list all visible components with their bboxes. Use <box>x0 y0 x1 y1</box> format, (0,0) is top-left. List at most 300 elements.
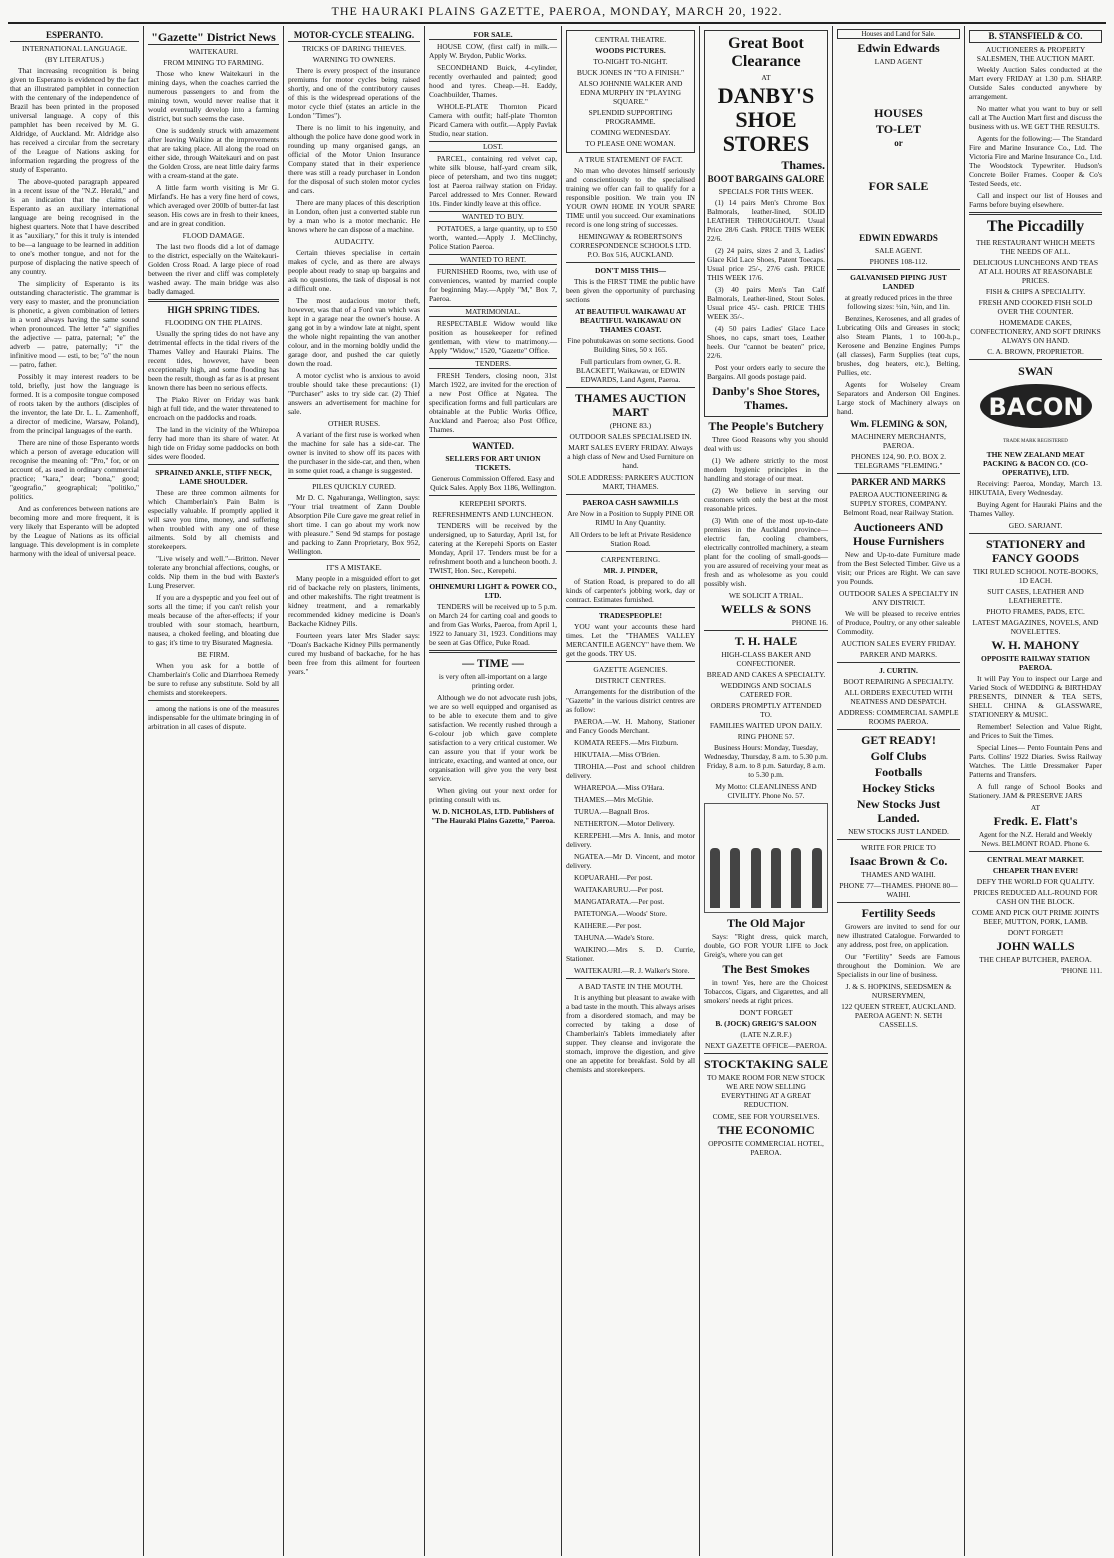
ad-line: 'PHONE 111. <box>1061 966 1102 975</box>
divider <box>148 464 279 465</box>
classified-heading: LOST. <box>429 141 557 152</box>
ad-line: ALL ORDERS EXECUTED WITH NEATNESS AND DESPATCH. <box>844 688 953 706</box>
ad-line: BREAD AND CAKES A SPECIALTY. <box>706 670 826 679</box>
ad-text: Full particulars from owner, G. R. BLACKETT, Waikawau, or EDWIN EDWARDS, Land Agent, Paeroa. <box>576 357 685 384</box>
ad-heading: The Piccadilly <box>986 218 1085 235</box>
ad-line: 122 QUEEN STREET, AUCKLAND. PAEROA AGENT: N. SETH CASSELLS. <box>841 1002 956 1029</box>
column-merchants <box>965 26 1106 1556</box>
ad-text: of Station Road, is prepared to do all kinds of carpenter's jobbing work, day or contract. Estimates furnished. <box>566 577 695 604</box>
paragraph: When you ask for a bottle of Chamberlain's Colic and Diarrhoea Remedy be sure to refuse any substitute. Sold by all chemists and storekeepers. <box>148 661 279 697</box>
ad-text: (2) 24 pairs, sizes 2 and 3, Ladies' Glace Kid Lace Shoes, Patent Toecaps. Usual price 25/-, 27/6 cash. PRICE THIS WEEK 17/6. <box>707 246 825 282</box>
ad-line: CHEAPER THAN EVER! <box>992 866 1079 875</box>
divider <box>969 851 1102 852</box>
ad-line: WEDDINGS AND SOCIALS CATERED FOR. <box>720 681 812 699</box>
ad-text: Three Good Reasons why you should deal with us: <box>704 435 828 453</box>
ad-line: AT <box>1030 803 1041 812</box>
ad-text: Weekly Auction Sales conducted at the Mart every FRIDAY at 1.30 p.m. SHARP. Outside Sales conducted anywhere by arrangement. <box>969 65 1102 101</box>
ad-signature: HEMINGWAY & ROBERTSON'S CORRESPONDENCE SCHOOLS LTD. P.O. Box 516, AUCKLAND. <box>569 232 692 259</box>
divider <box>288 559 420 560</box>
agency-item: KOMATA REEFS.—Mrs Fitzburn. <box>574 738 679 747</box>
bacon-pig-icon <box>976 380 1096 430</box>
ad-subheading: AT BEAUTIFUL WAIKAWAU AT BEAUTIFUL WAIKAWAU ON THAMES COAST. <box>575 307 686 334</box>
ad-line: ADDRESS: COMMERCIAL SAMPLE ROOMS PAEROA. <box>838 708 959 726</box>
ad-line: COME AND PICK OUT PRIME JOINTS BEEF, MUTTON, PORK, LAMB. <box>971 908 1100 926</box>
swan-bacon-logo <box>969 364 1102 446</box>
divider <box>969 212 1102 215</box>
ad-line: DELICIOUS LUNCHEONS AND TEAS AT ALL HOURS AT REASONABLE PRICES. <box>972 258 1099 285</box>
divider <box>429 650 557 653</box>
ad-line: HIGH-CLASS BAKER AND CONFECTIONER. <box>721 650 811 668</box>
ad-subheading: BOOT BARGAINS GALORE <box>707 174 825 184</box>
classified-heading: FOR SALE. <box>429 30 557 40</box>
section-heading: TRICKS OF DARING THIEVES. <box>301 44 407 53</box>
ad-line: NEW STOCKS JUST LANDED. <box>848 827 949 836</box>
ad-line: TO-NIGHT TO-NIGHT. <box>593 57 668 66</box>
ad-line: AUCTIONEERS & PROPERTY SALESMEN, THE AUCTION MART. <box>976 45 1095 63</box>
paragraph: There are nine of those Esperanto words which a person of average education will recognise the meaning of: "Pro," for, or on account of, as used in ordinary commercial practice; "kara," dear; "bona," good; "geografio," geographical; "politiko," politics. <box>10 438 139 501</box>
ad-line: RING PHONE 57. <box>737 732 795 741</box>
ad-line: TO PLEASE ONE WOMAN. <box>585 139 676 148</box>
paragraph: A variant of the first ruse is worked when the machine for sale has a side-car. The owner is invited to show off its paces with the purchaser in the side-car, and then, when in some quiet road, a change is suggested. <box>288 430 420 475</box>
ad-brand: THE ECONOMIC <box>717 1123 815 1137</box>
agency-item: WAIKINO.—Mrs S. D. Currie, Stationer. <box>566 945 695 963</box>
ad-brand: WELLS & SONS <box>720 602 812 616</box>
classified-ad: RESPECTABLE Widow would like position as housekeeper for refined gentleman, with view to matrimony.—Apply "Widow," 1520, "Gazette" Office. <box>429 319 557 355</box>
section-subheading: WARNING TO OWNERS. <box>312 55 396 64</box>
ad-text: No matter what you want to buy or sell call at The Auction Mart first and discuss the business with us. WE GET THE RESULTS. <box>969 104 1102 131</box>
ad-heading: THAMES AUCTION MART <box>574 391 687 419</box>
ad-heading: STOCKTAKING SALE <box>704 1057 828 1071</box>
ad-line: OPPOSITE RAILWAY STATION PAEROA. <box>981 654 1090 672</box>
agency-item: TAHUNA.—Wade's Store. <box>574 933 654 942</box>
ad-text: SOLE ADDRESS: PARKER'S AUCTION MART, THAMES. <box>567 473 694 491</box>
ad-text: Agents for Wolseley Cream Separators and Anderson Oil Engines. Large stock of Machinery always on hand. <box>837 380 960 416</box>
ad-line: HOMEMADE CAKES, CONFECTIONERY, AND SOFT DRINKS ALWAYS ON HAND. <box>970 318 1101 345</box>
ad-text: Are Now in a Position to Supply PINE OR RIMU In Any Quantity. <box>567 509 694 527</box>
ad-text: When giving out your next order for printing consult with us. <box>429 786 557 804</box>
ad-text: Post your orders early to secure the Bargains. All goods postage paid. <box>707 363 825 381</box>
ad-central-theatre <box>566 30 695 153</box>
agency-item: MANGATARATA.—Per post. <box>574 897 665 906</box>
ad-heading: A BAD TASTE IN THE MOUTH. <box>578 982 683 991</box>
column-boots-butchery <box>700 26 833 1556</box>
ad-text: Remember! Selection and Value Right, and Prices to Suit the Times. <box>969 722 1102 740</box>
soldier-figure <box>730 848 740 908</box>
ad-text: All Orders to be left at Private Residence Station Road. <box>569 530 692 548</box>
ad-line: DON'T FORGET <box>739 1008 793 1017</box>
ad-text: YOU want your accounts these hard times. Let the "THAMES VALLEY MERCANTILE AGENCY" have them. We get the goods. TRY US. <box>566 622 695 658</box>
ad-heading: OHINEMURI LIGHT & POWER CO., LTD. <box>429 582 557 600</box>
divider <box>566 387 695 388</box>
paragraph: The above-quoted paragraph appeared in a recent issue of the "N.Z. Herald," and is an indication that the claims of Esperanto as an auxiliary international language are being recognised in the highest quarters. Note that I have described it as "auxiliary," for this it truly is intended to be—a language to be learned in addition to one's mother tongue, and not for the purpose of displacing the native speech of any country. <box>10 177 139 276</box>
ad-line: (LATE N.Z.R.F.) <box>740 1030 792 1039</box>
agency-item: KEREPEHI.—Mrs A. Innis, and motor delivery. <box>566 831 695 849</box>
ad-text: Call and inspect our list of Houses and Farms before buying elsewhere. <box>969 191 1102 209</box>
ad-brand: JOHN WALLS <box>996 939 1075 953</box>
ad-line: MACHINERY MERCHANTS, PAEROA. <box>851 432 946 450</box>
ad-heading: Fertility Seeds <box>861 906 936 920</box>
divider <box>429 437 557 438</box>
ad-brand: Wm. FLEMING & SON, <box>850 419 947 429</box>
ad-text: Benzines, Kerosenes, and all grades of Lubricating Oils and Greases in stock; also Steam Plants, 1 to 100-h.p., Kerosene and Benzine Engines Pumps (all classes), Farm Supplies (teat cups, brushes, dog heaters, etc.), Belting, Pullies, etc. <box>837 314 960 377</box>
byline: (BY LITERATUS.) <box>45 55 104 64</box>
ad-line: AUCTION SALES EVERY FRIDAY. <box>841 639 956 648</box>
ad-line: COME, SEE FOR YOURSELVES. <box>712 1112 820 1121</box>
ad-text: We will be pleased to receive entries of Produce, Poultry, or any other saleable Commodity. <box>837 609 960 636</box>
ad-text: Growers are invited to send for our new illustrated Catalogue. Forwarded to any address, post free, on application. <box>837 922 960 949</box>
ad-heading: The Old Major <box>727 916 805 930</box>
ad-text: (4) 50 pairs Ladies' Glace Lace Shoes, no caps, smart toes, Leather heels. Our "cannot be beaten" price, 22/6. <box>707 324 825 360</box>
ad-text: Business Hours: Monday, Tuesday, Wednesday, Thursday, 8 a.m. to 5.30 p.m. Friday, 8 a.m. to 8 p.m. Saturday, 8 a.m. to 5.30 p.m. <box>704 743 828 779</box>
ad-brand: Fredk. E. Flatt's <box>993 814 1078 828</box>
ad-text: It will Pay You to inspect our Large and Varied Stock of WEDDING & BIRTHDAY PRESENTS, DINNER & TEA SETS, SHELL CHINA & GLASSWARE, STATIONERY & MUSIC. <box>969 674 1102 719</box>
divider <box>429 495 557 496</box>
divider <box>837 729 960 730</box>
agency-item: PAEROA.—W. H. Mahony, Stationer and Fancy Goods Merchant. <box>566 717 695 735</box>
article-subtitle: INTERNATIONAL LANGUAGE. <box>21 44 128 53</box>
soldier-figure <box>812 848 822 908</box>
ad-line: THE RESTAURANT WHICH MEETS THE NEEDS OF ALL. <box>976 238 1095 256</box>
agency-item: NGATEA.—Mr D. Vincent, and motor delivery. <box>566 852 695 870</box>
paragraph: Certain thieves specialise in certain makes of cycle, and as there are always people about ready to snap up bargains and ask no questions, the task of disposal is not a difficult one. <box>288 248 420 293</box>
ad-subheading: WOODS PICTURES. <box>595 46 666 55</box>
divider <box>566 551 695 552</box>
ad-line: WE SOLICIT A TRIAL. <box>728 591 804 600</box>
ad-line: THE NEW ZEALAND MEAT PACKING & BACON CO. (CO-OPERATIVE), LTD. <box>982 450 1089 477</box>
divider <box>566 262 695 263</box>
ad-subheading: Auctioneers AND House Furnishers <box>852 520 944 548</box>
ad-subheading: The Best Smokes <box>722 962 810 976</box>
soldier-figure <box>710 848 720 908</box>
paragraph: A motor cyclist who is anxious to avoid trouble should take these precautions: (1) "Purchaser" asks to try side car. (2) Thief answers an advertisement for machine for sale. <box>288 371 420 416</box>
ad-brand: W. H. MAHONY <box>991 638 1080 652</box>
divider <box>566 978 695 979</box>
divider <box>429 578 557 579</box>
ad-text: Although we do not advocate rush jobs, we are so well equipped and organised as to be able to execute them and to give satisfaction. We recently rushed through a 6-colour job which gave complete satisfaction to a very critical customer. We can assure you that if your work be intricate, exacting, and wanted at once, our organisation will give you the very best service. <box>429 693 557 783</box>
ad-text: at greatly reduced prices in the three following sizes: ½in, ¾in, and 1in. <box>844 293 953 311</box>
divider <box>837 839 960 840</box>
agency-item: KOPUARAHI.—Per post. <box>574 873 653 882</box>
ad-line: FAMILIES WAITED UPON DAILY. <box>709 721 823 730</box>
ad-line: HOUSES <box>874 106 923 120</box>
ad-line: ORDERS PROMPTLY ATTENDED TO. <box>710 701 822 719</box>
ad-line: GEO. SARJANT. <box>1008 521 1063 530</box>
page-columns <box>6 26 1108 1556</box>
ad-heading: STATIONERY and FANCY GOODS <box>985 537 1086 565</box>
ad-line: BUCK JONES IN "TO A FINISH." <box>576 68 685 77</box>
ad-line: COMING WEDNESDAY. <box>590 128 671 137</box>
ad-line: DEFY THE WORLD FOR QUALITY. <box>976 877 1095 886</box>
ad-text: (1) 14 pairs Men's Chrome Box Balmorals, leather-lined, SOLID LEATHER THROUGHOUT. Usual Price 28/6 Cash. PRICE THIS WEEK 22/6. <box>707 198 825 243</box>
divider <box>837 269 960 270</box>
ad-text: TENDERS will be received up to 5 p.m. on March 24 for carting coal and goods to and from Gas Works, Paeroa, from April 1, 1922 to January 31, 1923. Conditions may be seen at Gas Office, Puke Road. <box>429 602 557 647</box>
agency-item: WHAREPOA.—Miss O'Hara. <box>574 783 665 792</box>
soldier-figure <box>751 848 761 908</box>
ad-heading: Great Boot Clearance <box>728 35 804 70</box>
ad-signature: W. D. NICHOLAS, LTD. Publishers of "The Hauraki Plains Gazette," Paeroa. <box>431 807 555 825</box>
ad-text: Generous Commission Offered. Easy and Quick Sales. Apply Box 1186, Wellington. <box>430 474 556 492</box>
soldiers-illustration <box>704 803 828 913</box>
ad-line: SALE AGENT. <box>875 246 922 255</box>
paragraph: That increasing recognition is being given to Esperanto is evidenced by the fact that an illustrated pamphlet in connection with the centenary of the independence of Brazil has been printed in the proposed universal language. A copy of this pamphlet has been received by M. G. Aldridge, of Auckland. Mr. Aldridge also has received a circular from the secretary of the League of Nations asking for information regarding the progress of the study of Esperanto. <box>10 66 139 174</box>
ad-text: This is the FIRST TIME the public have been given the opportunity of purchasing sections <box>566 277 695 304</box>
ad-heading: TRADESPEOPLE! <box>599 611 662 620</box>
divider <box>837 473 960 474</box>
article-title: HIGH SPRING TIDES. <box>167 305 260 315</box>
ad-line: OUTDOOR SALES SPECIALISED IN. <box>569 432 692 441</box>
section-tag: Houses and Land for Sale. <box>837 29 960 39</box>
ad-line: Footballs <box>874 765 923 779</box>
ad-line: LAND AGENT <box>874 57 923 66</box>
agency-item: HIKUTAIA.—Miss O'Brien. <box>574 750 660 759</box>
ad-text: New and Up-to-date Furniture made from the Best Selected Timber. Give us a visit; our Prices are Right. We can save you Pounds. <box>837 550 960 586</box>
ad-heading: CARPENTERING. <box>601 555 660 564</box>
classified-heading: TENDERS. <box>429 358 557 369</box>
divider <box>566 661 695 662</box>
column-esperanto <box>6 26 144 1556</box>
divider <box>969 359 1102 360</box>
ad-heading: PAEROA CASH SAWMILLS <box>582 498 679 507</box>
ad-line: (PHONE 83.) <box>609 421 652 430</box>
classified-ad: FRESH Tenders, closing noon, 31st March 1922, are invited for the erection of a new Post Office at Ngatea. The specification forms and full particulars are obtainable at the Public Works Office, Auckland and Paeroa; also Post Office, Thames. <box>429 371 557 434</box>
ad-heading: PARKER AND MARKS <box>851 477 946 487</box>
ad-heading: Edwin Edwards <box>857 41 940 55</box>
ad-line: NEXT GAZETTE OFFICE—PAEROA. <box>705 1041 827 1050</box>
ad-line: FISH & CHIPS A SPECIALITY. <box>985 287 1086 296</box>
classified-ad: HOUSE COW, (first calf) in milk.—Apply W. Brydon, Public Works. <box>429 42 557 60</box>
ad-heading: J. CURTIN. <box>879 666 918 675</box>
ad-heading: CENTRAL MEAT MARKET. <box>987 855 1084 864</box>
column-classifieds <box>425 26 562 1556</box>
ad-heading: CENTRAL THEATRE. <box>594 35 667 44</box>
paragraph: A little farm worth visiting is Mr G. Mirfand's. He has a very fine herd of cows, which averaged over 200lb of butter-fat last season. His cows are in fresh to their knees, and are in great condition. <box>148 183 279 228</box>
ad-line: FOR SALE <box>868 179 929 193</box>
ad-subheading: DISTRICT CENTRES. <box>595 676 666 685</box>
divider <box>837 902 960 903</box>
ad-heading: — TIME — <box>462 656 524 670</box>
divider <box>969 533 1102 534</box>
paragraph: There are many places of this description in London, often just a converted stable run by a man who is a motor mechanic. He knows where he can dispose of a machine. <box>288 198 420 234</box>
ad-line: DON'T FORGET! <box>1007 928 1064 937</box>
ad-line: PHONES 108-112. <box>869 257 928 266</box>
ad-line: TIKI RULED SCHOOL NOTE-BOOKS, 1D EACH. <box>972 567 1099 585</box>
ad-text: (3) With one of the most up-to-date premises in the Auckland province—electric fan, cooling chambers, electrically controlled machinery, a steam plant for the cooling of small-goods—you are assured of receiving your meat as fresh and as wholesome as you could possibly wish. <box>704 516 828 588</box>
ad-text: Receiving: Paeroa, Monday, March 13. HIKUTAIA, Every Wednesday. <box>969 479 1102 497</box>
column-district-news <box>144 26 284 1556</box>
classified-ad: FURNISHED Rooms, two, with use of conveniences, wanted by married couple for beginning May.—Apply "M," Box 7, Paeroa. <box>429 267 557 303</box>
divider <box>704 630 828 631</box>
ad-text: It is anything but pleasant to awake with a bad taste in the mouth. This always arises from a disordered stomach, and may be corrected by taking a dose of Chamberlain's Tablets immediately after supper. They cleanse and invigorate the stomach, improve the digestion, and give one an appetite for breakfast. Sold by all chemists and storekeepers. <box>566 993 695 1074</box>
paragraph: among the nations is one of the measures indispensable for the ultimate bringing in of arbitration in all cases of dispute. <box>148 704 279 731</box>
ad-line: PHONE 16. <box>791 618 828 627</box>
article-title: MOTOR-CYCLE STEALING. <box>288 30 420 42</box>
ad-heading: T. H. HALE <box>734 634 798 648</box>
classified-heading: WANTED TO BUY. <box>429 211 557 222</box>
ad-heading: The People's Butchery <box>708 419 824 433</box>
section-heading: PILES QUICKLY CURED. <box>312 482 396 491</box>
ad-text: is very often all-important on a large printing order. <box>438 672 548 690</box>
paragraph: If you are a dyspeptic and you feel out of sorts all the time; if you can't relish your meals because of the after-effects; if your troubled with sour stomach, heartburn, nausea, a choked feeling, and bloating due to gas; it's time to try Bisurated Magnesia. <box>148 593 279 647</box>
masthead: THE HAURAKI PLAINS GAZETTE, PAEROA, MONDAY, MARCH 20, 1922. <box>8 0 1106 24</box>
ad-heading: GALVANISED PIPING JUST LANDED <box>850 273 947 291</box>
ad-text: TO MAKE ROOM FOR NEW STOCK WE ARE NOW SELLING EVERYTHING AT A GREAT REDUCTION. <box>706 1073 826 1109</box>
divider <box>566 494 695 495</box>
ad-line: PHOTO FRAMES, PADS, ETC. <box>986 607 1085 616</box>
ad-text: (3) 40 pairs Men's Tan Calf Balmorals, Leather-lined, Stout Soles. Usual price 45/- cash. PRICE THIS WEEK 35/-. <box>707 285 825 321</box>
ad-text: (1) We adhere strictly to the most modern hygienic principles in the handling and storage of our meat. <box>704 456 828 483</box>
ad-line: SPECIALS FOR THIS WEEK. <box>718 187 814 196</box>
ad-line: LATEST MAGAZINES, NOVELS, AND NOVELETTES. <box>972 618 1099 636</box>
divider <box>566 607 695 608</box>
ad-line: THAMES AND WAIHI. <box>861 870 936 879</box>
ad-heading: B. STANSFIELD & CO. <box>969 30 1102 43</box>
paragraph: There is no limit to his ingenuity, and although the police have done good work in rounding up many organised gangs, an official of the Motor Union Insurance Company stated that in their experience there was still a ready purchaser in London for the disposal of such stolen motor cycles and cars. <box>288 123 420 195</box>
ad-line: SUIT CASES, LEATHER AND LEATHERETTE. <box>987 587 1084 605</box>
divider <box>288 478 420 479</box>
classified-heading: WANTED TO RENT. <box>429 254 557 265</box>
section-heading: BE FIRM. <box>197 650 230 659</box>
paragraph: Usually the spring tides do not have any detrimental effects in the tidal rivers of the Thames Valley and Hauraki Plains. The recent tides, however, have been exceptionally high, and some flooding has been the result, though as far as is at present known there has been no serious effects. <box>148 329 279 392</box>
paragraph: The simplicity of Esperanto is its outstanding characteristic. The grammar is very easy to master, and the pronunciation is phonetic, a given combination of letters in a word always having the same sound when pronounced. The letter "a" signifies the adjective — patra, paternal; "e" the adverb — patre, paternally; "i" the infinitive mood — esti, to be; "o" the noun — patro, father. <box>10 279 139 369</box>
ad-text: Fine pohutukawas on some sections. Good Building Sites, 50 x 165. <box>567 336 694 354</box>
ad-line: New Stocks Just Landed. <box>856 797 941 825</box>
ad-text: MART SALES EVERY FRIDAY. Always a high class of New and Used Furniture on hand. <box>567 443 694 470</box>
ad-line: OPPOSITE COMMERCIAL HOTEL, PAEROA. <box>708 1139 824 1157</box>
ad-brand: EDWIN EDWARDS <box>859 233 938 243</box>
ad-line: FRESH AND COOKED FISH SOLD OVER THE COUNTER. <box>978 298 1093 316</box>
agency-item: THAMES.—Mrs McGhie. <box>574 795 654 804</box>
ad-heading: WANTED. <box>472 441 514 451</box>
ad-text: No man who devotes himself seriously and conscientiously to the specialised training we offer can fail to qualify for a responsible position. We train you IN YOUR OWN HOME IN YOUR SPARE TIME until you succeed. Our examinations record is one long string of successes. <box>566 166 695 229</box>
paragraph: These are three common ailments for which Chamberlain's Pain Balm is especially valuable. If promptly applied it will save you time, money, and suffering when troubled with any one of these ailments. Sold by all chemists and storekeepers. <box>148 488 279 551</box>
ad-line: TO-LET <box>875 122 922 136</box>
ad-text: My Motto: CLEANLINESS AND CIVILITY. Phone No. 57. <box>715 782 817 800</box>
column-motor-cycle <box>284 26 425 1556</box>
article-title: ESPERANTO. <box>10 30 139 42</box>
ad-text: in town! Yes, here are the Choicest Tobaccos, Cigars, and Cigarettes, and all smokers' needs at right prices. <box>704 978 828 1005</box>
section-subheading: FROM MINING TO FARMING. <box>163 58 264 67</box>
classified-ad: PARCEL, containing red velvet cap, white silk blouse, half-yard cream silk, piece of petersham, and two tins nugget; lost at Paeroa railway station on Friday. Parcel addressed to Mrs Conner. Reward 10s. Finder kindly leave at this office. <box>429 154 557 208</box>
soldier-figure <box>771 848 781 908</box>
paragraph: The land in the vicinity of the Whirepoa ferry had more than its share of water. At high tide on Friday some paddocks on both sides were flooded. <box>148 425 279 461</box>
agency-item: TIROHIA.—Post and school children delivery. <box>566 762 695 780</box>
classified-heading: MATRIMONIAL. <box>429 306 557 317</box>
ad-heading: KEREPEHI SPORTS. <box>459 499 527 508</box>
article-title: "Gazette" District News <box>148 30 279 45</box>
ad-heading: GAZETTE AGENCIES. <box>593 665 668 674</box>
ad-line: J. & S. HOPKINS, SEEDSMEN & NURSERYMEN, <box>845 982 952 1000</box>
agency-item: WAITAKARURU.—Per post. <box>574 885 664 894</box>
paragraph: There is every prospect of the insurance premiums for motor cycles being raised shortly, and one of the contributory causes of this is the widespread operations of the motor cycle thief (states an article in the London "Times"). <box>288 66 420 120</box>
divider <box>704 1053 828 1054</box>
column-land-agents <box>833 26 965 1556</box>
ad-text: Agents for the following:— The Standard Fire and Marine Insurance Co., Ltd. The Victoria Fire and Marine Insurance Co., Ltd. The Woodstock Typewriter. Hudson's Concrete Boiler Frames. Cooper & Co's Tested Seeds, etc. <box>969 134 1102 188</box>
ad-heading: SPRAINED ANKLE, STIFF NECK, LAME SHOULDER. <box>155 468 272 486</box>
section-heading: WAITEKAURI. <box>189 47 238 56</box>
ad-line: PHONES 124, 90. P.O. BOX 2. TELEGRAMS "FLEMING." <box>850 452 946 470</box>
paragraph: Mr D. C. Ngahuranga, Wellington, says: "Your trial treatment of Zann Double Absorption Pile Cure gave me great relief in short time. I can go about my work now with pleasure." Send 9d stamps for postage and packing to Zann Proprietary, Box 952, Wellington. <box>288 493 420 556</box>
ad-heading: A TRUE STATEMENT OF FACT. <box>578 155 683 164</box>
ad-subheading: MR. J. PINDER, <box>603 566 658 575</box>
ad-text: Buying Agent for Hauraki Plains and the Thames Valley. <box>969 500 1102 518</box>
column-theatre-ads <box>562 26 700 1556</box>
section-heading: FLOODING ON THE PLAINS. <box>164 318 263 327</box>
ad-danbys <box>704 30 828 417</box>
ad-line: BOOT REPAIRING A SPECIALTY. <box>843 677 954 686</box>
agency-item: TURUA.—Bagnall Bros. <box>574 807 650 816</box>
ad-text: Special Lines— Pento Fountain Pens and Parts. Collins' 1922 Diaries. Swiss Railway Watches. The Little Dressmaker Paper Patterns and Transfers. <box>969 743 1102 779</box>
ad-line: OUTDOOR SALES A SPECIALTY IN ANY DISTRICT. <box>838 589 959 607</box>
ad-line: PARKER AND MARKS. <box>859 650 938 659</box>
ad-text: Our "Fertility" Seeds are Famous throughout the Dominion. We are Specialists in our line of business. <box>837 952 960 979</box>
ad-text: TENDERS will be received by the undersigned, up to Saturday, April 1st, for catering at the Kerepehi Sports on Easter Monday, April 17. Tenders must be for a refreshment booth and a luncheon booth. J. TWIST, Hon. Sec., Kerepehi. <box>429 521 557 575</box>
agency-item: NETHERTON.—Motor Delivery. <box>574 819 675 828</box>
logo-tagline: TRADE MARK REGISTERED <box>1003 439 1068 444</box>
agency-item: KAIHERE.—Per post. <box>574 921 642 930</box>
ad-line: SPLENDID SUPPORTING PROGRAMME. <box>588 108 673 126</box>
paragraph: Those who knew Waitekauri in the mining days, when the coaches carried the numerous passengers to and from the mining town, would never realise that it would eventually develop into a farming district, but such seems the case. <box>148 69 279 123</box>
ad-line: THE CHEAP BUTCHER, PAEROA. <box>979 955 1092 964</box>
ad-text: (2) We believe in serving our customers with only the best at the most reasonable prices. <box>704 486 828 513</box>
ad-line: Golf Clubs <box>870 749 927 763</box>
ad-line: AT <box>761 73 771 82</box>
paragraph: The most audacious motor theft, however, was that of a Ford van which was kept in a garage near the owner's house. A gang got in by a window late at night, spent the whole night repainting the van another colour, and in the morning boldly undid the garage door, and pushed the car quietly down the road. <box>288 296 420 368</box>
ad-line: WRITE FOR PRICE TO <box>861 843 936 852</box>
paragraph: The last two floods did a lot of damage to the district, especially on the Waitekauri-Golden Cross Road. A large piece of road between the river and cliff was completely washed away. The main bridge was also badly damaged. <box>148 242 279 296</box>
paragraph: "Live wisely and well."—Britton. Never tolerate any bronchial affections, coughs, or colds. Nip them in the bud with Baxter's Lung Preserver. <box>148 554 279 590</box>
ad-line: PRICES REDUCED ALL-ROUND FOR CASH ON THE BLOCK. <box>973 888 1098 906</box>
logo-text: SWAN <box>1018 364 1053 378</box>
paragraph: Fourteen years later Mrs Slader says: "Doan's Backache Kidney Pills permanently cured my husband of backache, for he has been free from this ailment for fourteen years." <box>288 631 420 676</box>
section-heading: IT'S A MISTAKE. <box>326 563 382 572</box>
ad-line: PHONE 77—THAMES. PHONE 80—WAIHI. <box>839 881 958 899</box>
agency-item: WAITEKAURI.—R. J. Walker's Store. <box>574 966 690 975</box>
ad-line: or <box>894 138 903 148</box>
paragraph: And as conferences between nations are becoming more and more frequent, it is very likely that Esperanto will be adopted by the League of Nations as its official language. This development is in complete harmony with the ideal of universal peace. <box>10 504 139 558</box>
ad-text: Says: "Right dress, quick march, double, GO FOR YOUR LIFE to Jock Greig's, where you can get <box>704 932 828 959</box>
soldier-figure <box>791 848 801 908</box>
ad-text: Arrangements for the distribution of the "Gazette" in the various district centres are as follow: <box>566 687 695 714</box>
divider <box>148 700 279 701</box>
ad-subheading: SELLERS FOR ART UNION TICKETS. <box>445 454 541 472</box>
ad-line: C. A. BROWN, PROPRIETOR. <box>987 347 1084 356</box>
section-heading: AUDACITY. <box>333 237 375 246</box>
classified-ad: SECONDHAND Buick, 4-cylinder, recently overhauled and painted; good hood and tyres. Cheap.—H. Eaddy, Coachbuilder, Thames. <box>429 63 557 99</box>
section-heading: OTHER RUSES. <box>327 419 381 428</box>
logo-wordmark: BACON <box>988 393 1083 421</box>
paragraph: Possibly it may interest readers to be told, briefly, just how the language is formed. It is a composite tongue composed of roots taken by the authors (disciples of the inventor, the late Dr. L. L. Zamenhoff, a director of medicine, Warsaw, Poland), from the principal languages of the earth. <box>10 372 139 435</box>
divider <box>148 299 279 302</box>
ad-line: B. (JOCK) GREIG'S SALOON <box>715 1019 817 1028</box>
ad-brand: DANBY'S SHOE STORES <box>717 83 815 156</box>
ad-text: Agent for the N.Z. Herald and Weekly News. BELMONT ROAD. Phone 6. <box>978 830 1093 848</box>
paragraph: Many people in a misguided effort to get rid of backache rely on plasters, liniments, and other makeshifts. The right treatment is kidney treatment, and a remarkably recommended kidney medicine is Doan's Backache Kidney Pills. <box>288 574 420 628</box>
ad-line: Hockey Sticks <box>862 781 935 795</box>
ad-signature: Danby's Shoe Stores, Thames. <box>712 384 820 412</box>
ad-text: PAEROA AUCTIONEERING & SUPPLY STORES, COMPANY. Belmont Road, near Railway Station. <box>843 490 954 517</box>
ad-line: ALSO JOHNNIE WALKER AND EDNA MURPHY IN "PLAYING SQUARE." <box>578 79 683 106</box>
classified-ad: POTATOES, a large quantity, up to £50 worth, wanted.—Apply J. McClinchy, Police Station Paeroa. <box>429 224 557 251</box>
classified-ad: WHOLE-PLATE Thornton Picard Camera with outfit; half-plate Thornton Picard Camera with outfit.—Apply Pavlak Studio, near station. <box>429 102 557 138</box>
ad-line: Thames. <box>781 158 825 172</box>
ad-subheading: REFRESHMENTS AND LUNCHEON. <box>432 510 554 519</box>
paragraph: The Piako River on Friday was bank high at full tide, and the water threatened to encroach on the paddocks and roads. <box>148 395 279 422</box>
paragraph: One is suddenly struck with amazement after leaving Waikino at the improvements that are taking place. All along the road on either side, through Waitekauri and on past the Golden Cross, are neat little dairy farms with a cream-stand at the gate. <box>148 126 279 180</box>
agency-item: PATETONGA.—Woods' Store. <box>574 909 667 918</box>
section-heading: FLOOD DAMAGE. <box>182 231 245 240</box>
ad-brand: Isaac Brown & Co. <box>849 854 948 868</box>
divider <box>837 662 960 663</box>
